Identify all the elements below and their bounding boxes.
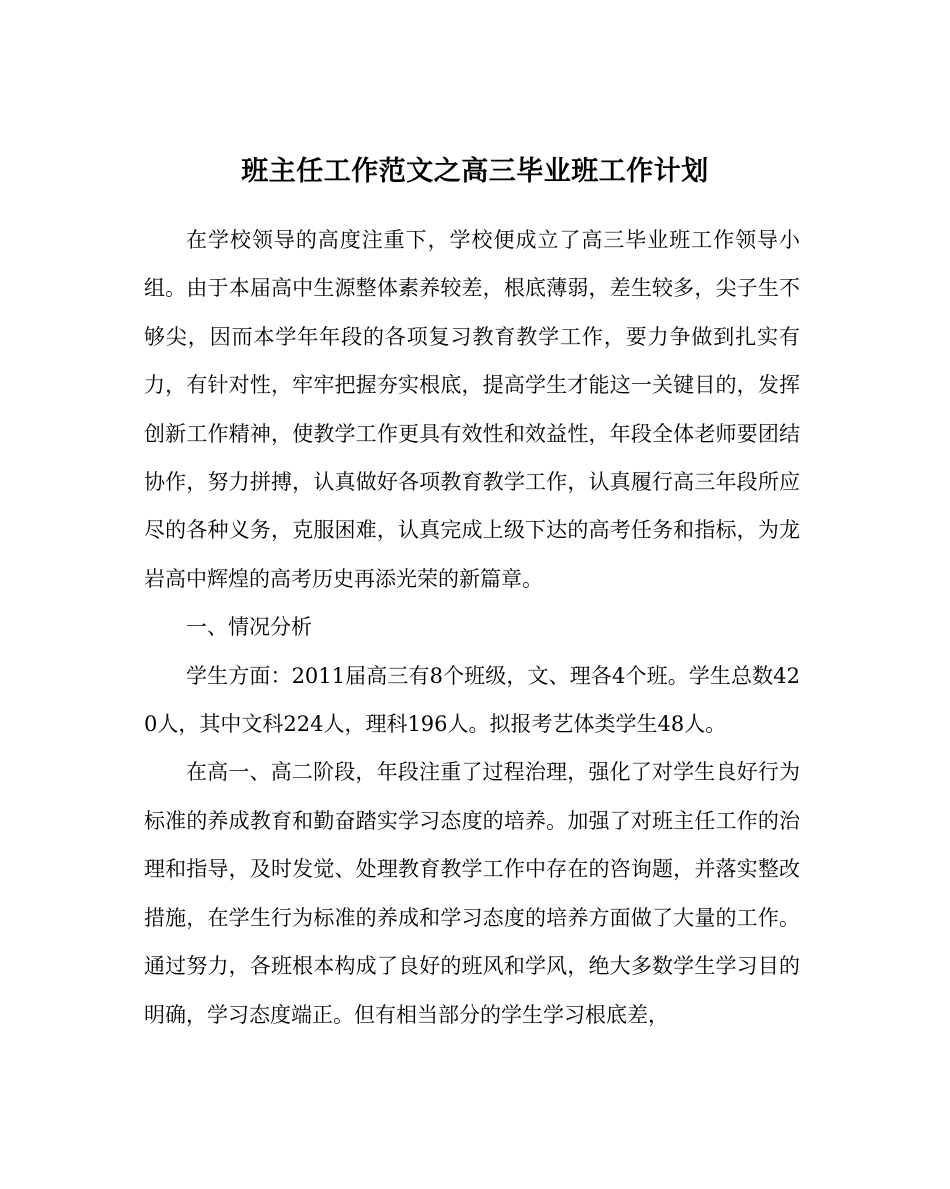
grade-management-paragraph: 在高一、高二阶段，年段注重了过程治理，强化了对学生良好行为标准的养成教育和勤奋踏实学习态度的培养。加强了对班主任工作的治理和指导，及时发觉、处理教育教学工作中存在的咨询题，并落实整改措施，在学生行为标准的养成和学习态度的培养方面做了大量的工作。通过努力，各班根本构成了良好的班风和学风，绝大多数学生学习目的明确，学习态度端正。但有相当部分的学生学习根底差， <box>144 760 800 1027</box>
document-title: 班主任工作范文之高三毕业班工作计划 <box>241 156 709 188</box>
intro-paragraph: 在学校领导的高度注重下，学校便成立了高三毕业班工作领导小组。由于本届高中生源整体素养较差，根底薄弱，差生较多，尖子生不够尖，因而本学年年段的各项复习教育教学工作，要力争做到扎实有力，有针对性，牢牢把握夯实根底，提高学生才能这一关键目的，发挥创新工作精神，使教学工作更具有效性和效益性，年段全体老师要团结协作，努力拼搏，认真做好各项教育教学工作，认真履行高三年段所应尽的各种义务，克服困难，认真完成上级下达的高考任务和指标，为龙岩高中辉煌的高考历史再添光荣的新篇章。 <box>144 228 800 591</box>
document-body <box>144 216 800 1039</box>
student-stats-paragraph: 学生方面：2011届高三有8个班级，文、理各4个班。学生总数420人，其中文科224人，理科196人。拟报考艺体类学生48人。 <box>144 663 800 737</box>
section-heading-situation-analysis: 一、情况分析 <box>186 615 312 640</box>
